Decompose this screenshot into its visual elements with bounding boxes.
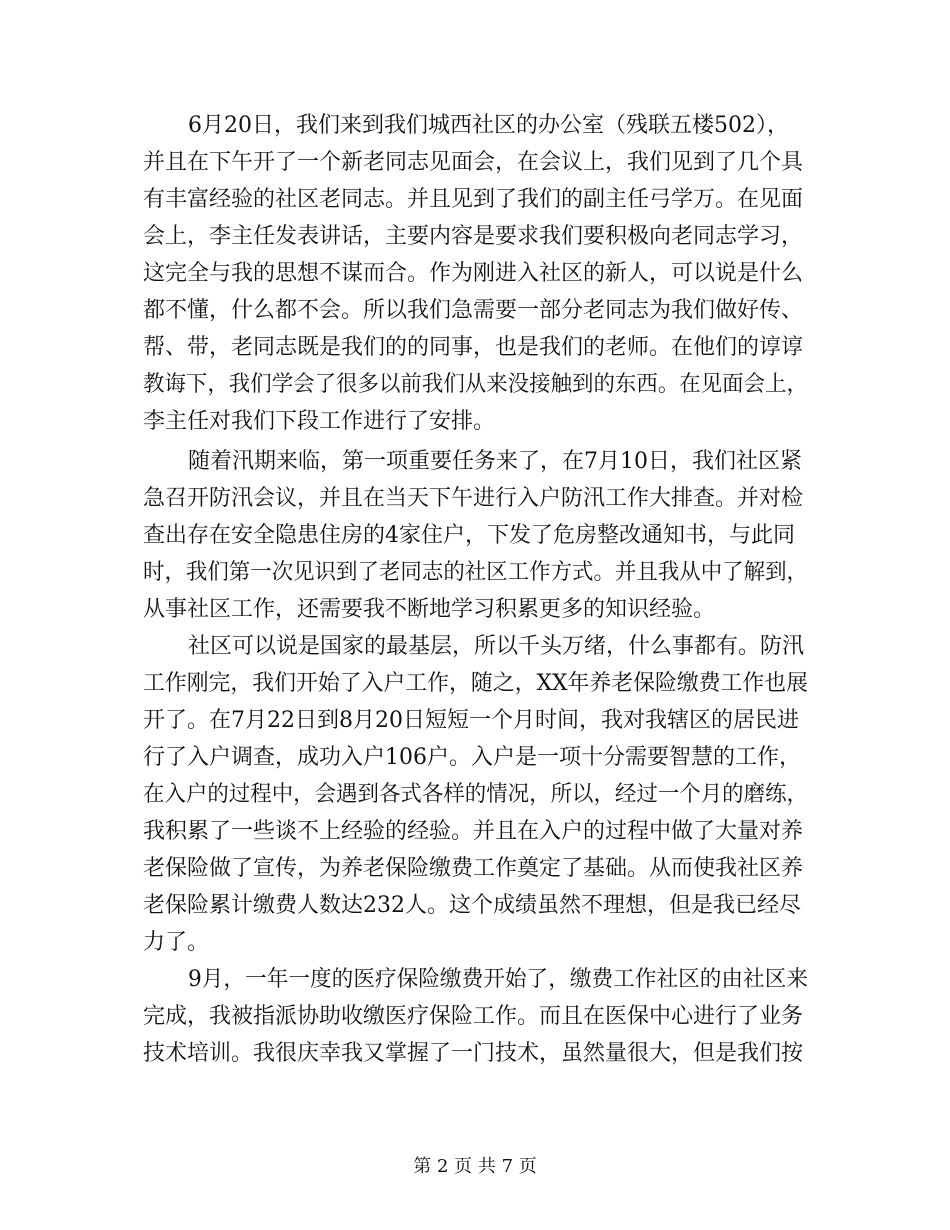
- text-line: 帮、带，老同志既是我们的的同事，也是我们的老师。在他们的谆谆: [143, 335, 804, 360]
- text-line: 李主任对我们下段工作进行了安排。: [143, 409, 496, 434]
- text-line: 行了入户调查，成功入户106户。入户是一项十分需要智慧的工作，: [143, 745, 801, 770]
- text-line: 时，我们第一次见识到了老同志的社区工作方式。并且我从中了解到，: [143, 560, 808, 585]
- text-line: 9月，一年一度的医疗保险缴费开始了，缴费工作社区的由社区来: [188, 967, 808, 992]
- text-line: 技术培训。我很庆幸我又掌握了一门技术，虽然量很大，但是我们按: [143, 1041, 804, 1066]
- text-line: 从事社区工作，还需要我不断地学习积累更多的知识经验。: [143, 597, 716, 622]
- text-line: 随着汛期来临，第一项重要任务来了，在7月10日，我们社区紧: [188, 449, 802, 474]
- text-line: 都不懂，什么都不会。所以我们急需要一部分老同志为我们做好传、: [143, 298, 804, 323]
- page-number-footer: 第 2 页 共 7 页: [413, 1156, 537, 1177]
- text-line: 急召开防汛会议，并且在当天下午进行入户防汛工作大排查。并对检: [143, 486, 804, 511]
- text-line: 开了。在7月22日到8月20日短短一个月时间，我对我辖区的居民进: [143, 708, 799, 733]
- text-line: 有丰富经验的社区老同志。并且见到了我们的副主任弓学万。在见面: [143, 187, 804, 212]
- text-line: 这完全与我的思想不谋而合。作为刚进入社区的新人，可以说是什么: [143, 261, 804, 286]
- text-line: 我积累了一些谈不上经验的经验。并且在入户的过程中做了大量对养: [143, 819, 804, 844]
- text-line: 会上，李主任发表讲话，主要内容是要求我们要积极向老同志学习，: [143, 224, 804, 249]
- text-line: 并且在下午开了一个新老同志见面会，在会议上，我们见到了几个具: [143, 150, 804, 175]
- text-line: 老保险累计缴费人数达232人。这个成绩虽然不理想，但是我已经尽: [143, 893, 801, 918]
- text-line: 老保险做了宣传，为养老保险缴费工作奠定了基础。从而使我社区养: [143, 856, 804, 881]
- text-line: 社区可以说是国家的最基层，所以千头万绪，什么事都有。防汛: [188, 634, 805, 659]
- text-line: 完成，我被指派协助收缴医疗保险工作。而且在医保中心进行了业务: [143, 1004, 804, 1029]
- text-line: 查出存在安全隐患住房的4家住户，下发了危房整改通知书，与此同: [143, 523, 795, 548]
- text-line: 6月20日，我们来到我们城西社区的办公室（残联五楼502），: [188, 113, 789, 138]
- text-line: 工作刚完，我们开始了入户工作，随之，XX年养老保险缴费工作也展: [143, 671, 808, 696]
- text-line: 在入户的过程中，会遇到各式各样的情况，所以，经过一个月的磨练，: [143, 782, 808, 807]
- text-line: 教诲下，我们学会了很多以前我们从来没接触到的东西。在见面会上，: [143, 372, 808, 397]
- text-line: 力了。: [143, 930, 210, 955]
